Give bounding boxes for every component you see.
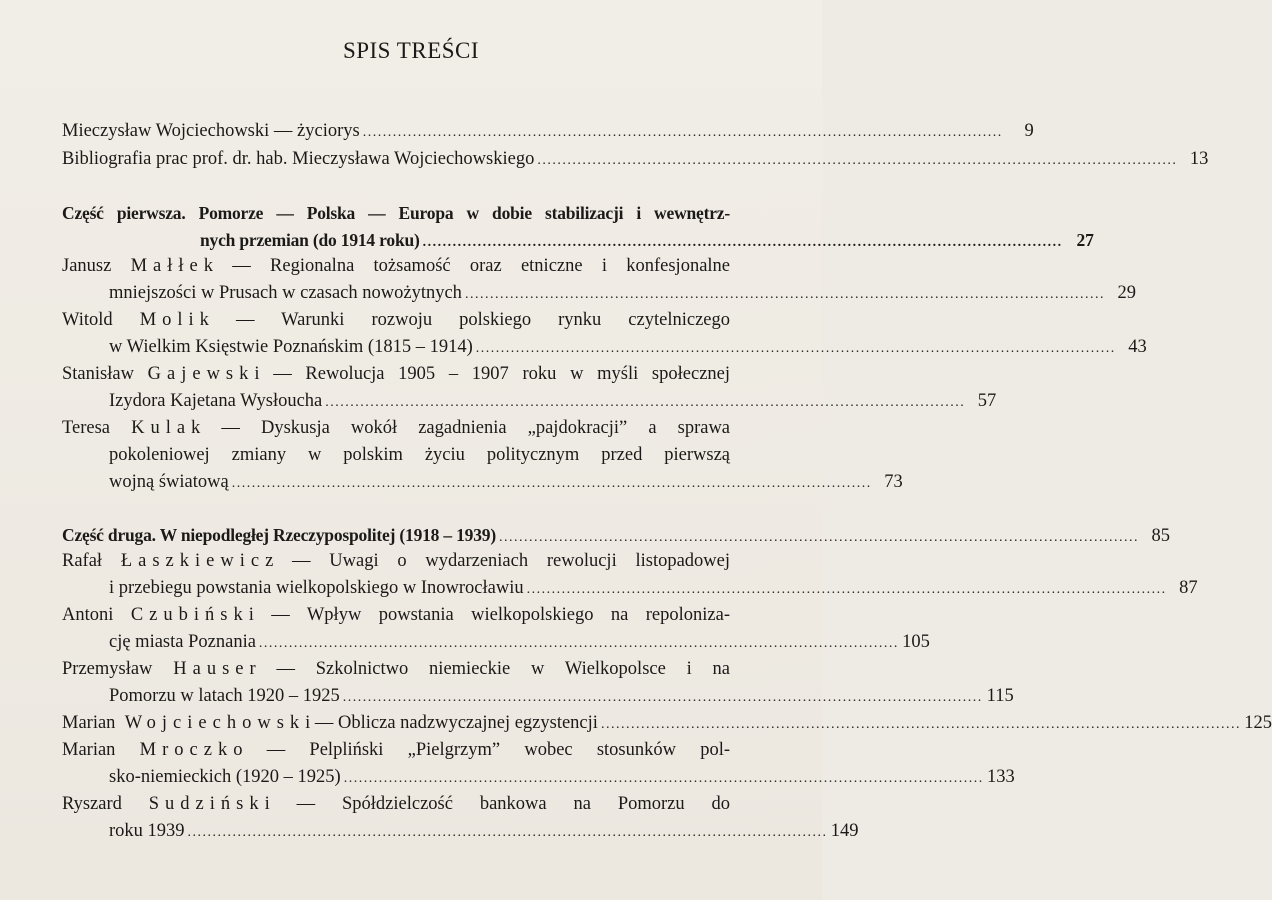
entry-title: — Rewolucja 1905 – 1907 roku w myśli społecznej [273, 364, 731, 384]
author-last-name: Molik [139, 310, 215, 330]
author-first-name: Stanisław [62, 364, 134, 384]
part-heading [62, 522, 1170, 548]
toc-entry [62, 791, 730, 817]
leader-dots: ................................................................................................................................ [537, 153, 1178, 168]
entry-title: — Oblicza nadzwyczajnej egzystencji [314, 713, 598, 733]
author-first-name: Janusz [62, 256, 112, 276]
entry-title: Pomorzu w latach 1920 – 1925 [109, 686, 340, 706]
entry-title: roku 1939 [109, 821, 185, 841]
page-title: SPIS TREŚCI [342, 38, 480, 63]
toc-entry-continuation [109, 629, 930, 655]
leader-dots: ................................................................................................................................ [464, 287, 1105, 302]
toc-entry-continuation [109, 469, 903, 495]
leader-dots: ................................................................................................................................ [362, 125, 1003, 140]
toc-entry-continuation [109, 575, 1198, 601]
entry-title: Mieczysław Wojciechowski — życiorys [62, 121, 360, 141]
page-number: 149 [830, 821, 859, 841]
entry-title: mniejszości w Prusach w czasach nowożytnych [109, 283, 462, 303]
author-last-name: Sudziński [148, 794, 276, 814]
entry-title: — Regionalna tożsamość oraz etniczne i konfesjonalne [232, 256, 731, 276]
author-first-name: Witold [62, 310, 113, 330]
part-heading: Część pierwsza. Pomorze — Polska — Europa w dobie stabilizacji i wewnętrz- [62, 203, 730, 223]
author-first-name: Marian [62, 713, 116, 733]
entry-title: — Uwagi o wydarzeniach rewolucji listopadowej [292, 551, 731, 571]
entry-title: — Dyskusja wokół zagadnienia „pajdokracji” a sprawa [221, 418, 731, 438]
author-first-name: Rafał [62, 551, 103, 571]
entry-title: cję miasta Poznania [109, 632, 256, 652]
toc-entry [62, 253, 730, 279]
toc-entry [62, 710, 1272, 736]
entry-title: sko-niemieckich (1920 – 1925) [109, 767, 341, 787]
page-number: 105 [902, 632, 930, 652]
entry-title: Część druga. W niepodległej Rzeczypospolitej (1918 – 1939) [62, 525, 496, 545]
toc-entry [62, 118, 1034, 144]
entry-title: nych przemian (do 1914 roku) [200, 230, 420, 250]
toc-entry-continuation [109, 683, 1014, 709]
toc-entry-continuation: pokoleniowej zmiany w polskim życiu politycznym przed pierwszą [109, 445, 730, 465]
entry-title: — Pelpliński „Pielgrzym” wobec stosunków pol- [266, 740, 731, 760]
author-last-name: Hauser [173, 659, 262, 679]
toc-entry-continuation [109, 818, 859, 844]
author-last-name: Mroczko [139, 740, 249, 760]
leader-dots: ................................................................................................................................ [258, 636, 899, 651]
leader-dots: ................................................................................................................................ [422, 235, 1063, 250]
leader-dots: ................................................................................................................................ [187, 825, 828, 840]
author-first-name: Teresa [62, 418, 111, 438]
page-number: 29 [1117, 283, 1136, 303]
page-number: 9 [1024, 121, 1034, 141]
author-last-name: Czubiński [130, 605, 260, 625]
page-number: 13 [1189, 149, 1209, 169]
toc-entry [62, 737, 730, 763]
toc-entry [62, 146, 1209, 172]
entry-title: — Szkolnictwo niemieckie w Wielkopolsce i na [276, 659, 731, 679]
author-last-name: Małłek [130, 256, 219, 276]
entry-title: Izydora Kajetana Wysłoucha [109, 391, 323, 411]
toc-entry [62, 361, 730, 387]
leader-dots: ................................................................................................................................ [475, 341, 1116, 356]
author-last-name: Kulak [131, 418, 207, 438]
leader-dots: ................................................................................................................................ [600, 717, 1241, 732]
page-number: 27 [1076, 230, 1094, 250]
leader-dots: ................................................................................................................................ [498, 530, 1139, 545]
page-number: 43 [1128, 337, 1147, 357]
entry-title: — Wpływ powstania wielkopolskiego na repoloniza- [271, 605, 730, 625]
page-number: 73 [884, 472, 903, 492]
toc-entry [62, 548, 730, 574]
toc-entry-continuation [109, 764, 1015, 790]
author-first-name: Ryszard [62, 794, 122, 814]
entry-title: — Spółdzielczość bankowa na Pomorzu do [296, 794, 730, 814]
toc-entry-continuation [109, 280, 1136, 306]
author-first-name: Antoni [62, 605, 114, 625]
entry-title: — Warunki rozwoju polskiego rynku czytelniczego [235, 310, 730, 330]
page-number: 125 [1244, 713, 1272, 733]
leader-dots: ................................................................................................................................ [231, 476, 872, 491]
page-number: 57 [977, 391, 997, 411]
leader-dots: ................................................................................................................................ [325, 395, 966, 410]
entry-title: i przebiegu powstania wielkopolskiego w Inowrocławiu [109, 578, 524, 598]
toc-entry [62, 415, 730, 441]
part-heading-continuation [200, 227, 1094, 253]
leader-dots: ................................................................................................................................ [343, 771, 984, 786]
page-number: 133 [986, 767, 1015, 787]
leader-dots: ................................................................................................................................ [342, 690, 983, 705]
author-last-name: Łaszkiewicz [120, 551, 280, 571]
toc-entry [62, 307, 730, 333]
author-first-name: Przemysław [62, 659, 153, 679]
entry-title: wojną światową [109, 472, 229, 492]
page-number: 87 [1179, 578, 1198, 598]
entry-title-group [62, 710, 598, 736]
page-number: 115 [986, 686, 1014, 706]
leader-dots: ................................................................................................................................ [526, 582, 1167, 597]
entry-title: w Wielkim Księstwie Poznańskim (1815 – 1914) [109, 337, 473, 357]
toc-entry-continuation [109, 334, 1147, 360]
author-first-name: Marian [62, 740, 116, 760]
author-last-name: Wojciechowski [124, 713, 317, 733]
entry-title: Bibliografia prac prof. dr. hab. Mieczysława Wojciechowskiego [62, 149, 535, 169]
page-number: 85 [1151, 526, 1170, 546]
toc-entry-continuation [109, 388, 997, 414]
author-last-name: Gajewski [147, 364, 266, 384]
toc-entry [62, 656, 730, 682]
toc-entry [62, 602, 730, 628]
